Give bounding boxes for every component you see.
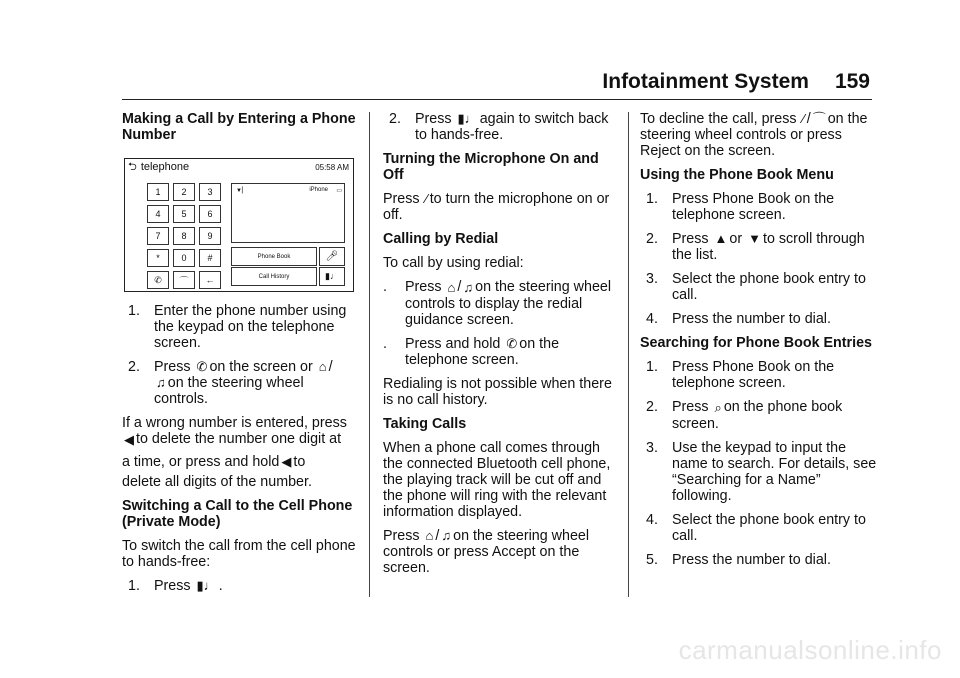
call-icon: ✆ bbox=[506, 335, 518, 351]
key-hash: # bbox=[199, 249, 221, 267]
column-1-body bbox=[122, 303, 358, 602]
heading-switching-call: Switching a Call to the Cell Phone (Private Mode) bbox=[122, 497, 353, 530]
screen-time: 05:58 AM bbox=[315, 162, 349, 172]
key-3: 3 bbox=[199, 183, 221, 201]
key-9: 9 bbox=[199, 227, 221, 245]
page-number: 159 bbox=[834, 70, 870, 93]
handset-icon: ▮♩ bbox=[196, 578, 217, 594]
list-item: 3. Use the keypad to input the name to search. For details, see “Searching for a Name” following. bbox=[646, 439, 877, 504]
key-2: 2 bbox=[173, 183, 195, 201]
list-item: 1. Press Phone Book on the telephone screen. bbox=[646, 191, 835, 224]
key-6: 6 bbox=[199, 205, 221, 223]
key-7: 7 bbox=[147, 227, 169, 245]
header-rule bbox=[122, 99, 872, 100]
key-8: 8 bbox=[173, 227, 195, 245]
microphone-mute-icon: 🎤︎ bbox=[319, 247, 345, 266]
column-3: To decline the call, press ∕ / ⌒ on the steering wheel controls or press Reject on the screen. Using the Phone Book Menu 1. Press Phone Book on the telephone screen. 2. Press ▲ or ▼ to scroll through the list. 3. Select the phone book entry to call. 4. Press the number to dial. Searching for Phone Book Entries 1. Press Phone Book on the telephone screen. 2. Press ⌕ on the phone book screen. 3. Use the keypad to input the name to search. For details, see “Searching for a Name” following. 4. Select the phone book entry to call. 5. Press the number to dial. bbox=[640, 111, 880, 576]
key-4: 4 bbox=[147, 205, 169, 223]
section-title: Infotainment System bbox=[602, 70, 809, 93]
steering-voice-icon: ♫ bbox=[441, 528, 452, 544]
backspace-icon: ◀ bbox=[281, 453, 292, 469]
list-item: 2. Press ⌕ on the phone book screen. bbox=[646, 399, 843, 432]
heading-phone-book: Using the Phone Book Menu bbox=[640, 167, 834, 184]
down-arrow-icon: ▼ bbox=[748, 231, 761, 247]
steering-call-icon: ⌂ bbox=[447, 279, 456, 295]
key-0: 0 bbox=[173, 249, 195, 267]
phone-book-button: Phone Book bbox=[231, 247, 317, 266]
key-5: 5 bbox=[173, 205, 195, 223]
handset-icon: ▮♩ bbox=[319, 267, 345, 286]
call-icon: ✆ bbox=[147, 271, 169, 289]
key-star: * bbox=[147, 249, 169, 267]
phone-status-box bbox=[231, 183, 345, 243]
screen-title-bar bbox=[125, 159, 353, 175]
key-1: 1 bbox=[147, 183, 169, 201]
list-item: 4. Press the number to dial. bbox=[646, 311, 831, 328]
step-text: Enter the phone number using the keypad on the telephone screen. bbox=[154, 303, 347, 351]
heading-taking-calls: Taking Calls bbox=[383, 415, 467, 432]
steering-call-icon: ⌂ bbox=[425, 528, 434, 544]
watermark: carmanualsonline.info bbox=[678, 635, 942, 665]
screen-title: telephone bbox=[140, 161, 190, 173]
handset-icon: ▮♩ bbox=[457, 111, 478, 127]
heading-microphone: Turning the Microphone On and Off bbox=[383, 151, 599, 184]
list-item: 3. Select the phone book entry to call. bbox=[646, 271, 866, 304]
wrong-number-text: If a wrong number is entered, press ◀ to delete the number one digit at a time, or press and hold ◀ to delete all digits of the number. bbox=[122, 415, 347, 490]
list-item: 1. Press Phone Book on the telephone screen. bbox=[646, 359, 835, 392]
list-item: 4. Select the phone book entry to call. bbox=[646, 511, 866, 544]
page-header bbox=[602, 70, 870, 94]
list-item: 5. Press the number to dial. bbox=[646, 551, 831, 568]
steering-voice-icon: ♫ bbox=[463, 279, 474, 295]
up-arrow-icon: ▲ bbox=[714, 231, 728, 247]
end-call-icon: ⌒ bbox=[812, 111, 826, 127]
call-history-button: Call History bbox=[231, 267, 317, 286]
list-item: 1. Press ▮♩ . bbox=[128, 577, 223, 594]
heading-redial: Calling by Redial bbox=[383, 231, 499, 248]
steering-call-icon: ⌂ bbox=[318, 359, 327, 375]
list-item: 2. Press ▲ or ▼ to scroll through the list. bbox=[646, 231, 865, 264]
heading-searching: Searching for Phone Book Entries bbox=[640, 335, 872, 352]
microphone-mute-icon: ∕ bbox=[425, 191, 428, 207]
heading-making-call: Making a Call by Entering a Phone Number bbox=[122, 111, 356, 143]
redial-note: Redialing is not possible when there is no call history. bbox=[383, 375, 612, 408]
column-2: 2. Press ▮♩ again to switch back to hands-free. Turning the Microphone On and Off Press ∕ to turn the microphone on or off. Calling by Redial To call by using redial: . Press ⌂ / ♫ on the steering wheel controls to display the redial guidance screen. . Press and hold ✆ on the telephone screen. Redialing is not possible when there is no call history. Taking Calls When a phone call comes through the connected Bluetooth cell phone, the playing track will be cut off and the phone will ring with the relevant information displayed. Press ⌂ / ♫ on the steering wheel controls or press Accept on the screen. bbox=[383, 111, 615, 584]
backspace-icon: ← bbox=[199, 271, 221, 289]
list-item: 2. Press ✆ on the screen or ⌂ / ♫ on the steering wheel controls. bbox=[128, 359, 333, 408]
phone-name: iPhone bbox=[309, 187, 328, 193]
column-1 bbox=[122, 111, 358, 151]
list-item: . Press and hold ✆ on the telephone screen. bbox=[383, 335, 560, 368]
steering-voice-icon: ♫ bbox=[156, 375, 166, 391]
list-item: 1. Enter the phone number using the keypad on the telephone screen. bbox=[122, 303, 358, 351]
search-icon: ⌕ bbox=[714, 399, 722, 415]
column-divider-2 bbox=[628, 112, 629, 597]
redial-intro: To call by using redial: bbox=[383, 255, 524, 272]
back-arrow-icon: ⮌ bbox=[128, 160, 137, 173]
mute-icon: ∕ bbox=[802, 111, 805, 127]
keypad bbox=[147, 183, 221, 289]
switch-text: To switch the call from the cell phone to hands-free: bbox=[122, 537, 356, 570]
call-icon: ✆ bbox=[196, 359, 208, 375]
list-item: . Press ⌂ / ♫ on the steering wheel controls to display the redial guidance screen. bbox=[383, 279, 612, 328]
battery-icon: ▭ bbox=[336, 188, 342, 194]
taking-text: When a phone call comes through the connected Bluetooth cell phone, the playing track will be cut off and the phone will ring with the relevant information displayed. bbox=[383, 439, 611, 520]
telephone-screen-illustration bbox=[124, 158, 354, 292]
end-call-icon: ⌒ bbox=[173, 271, 195, 289]
signal-icon: ▼▏ bbox=[236, 188, 247, 194]
column-divider-1 bbox=[369, 112, 370, 597]
list-item: 2. Press ▮♩ again to switch back to hands-free. bbox=[389, 111, 609, 144]
backspace-icon: ◀ bbox=[124, 431, 134, 447]
